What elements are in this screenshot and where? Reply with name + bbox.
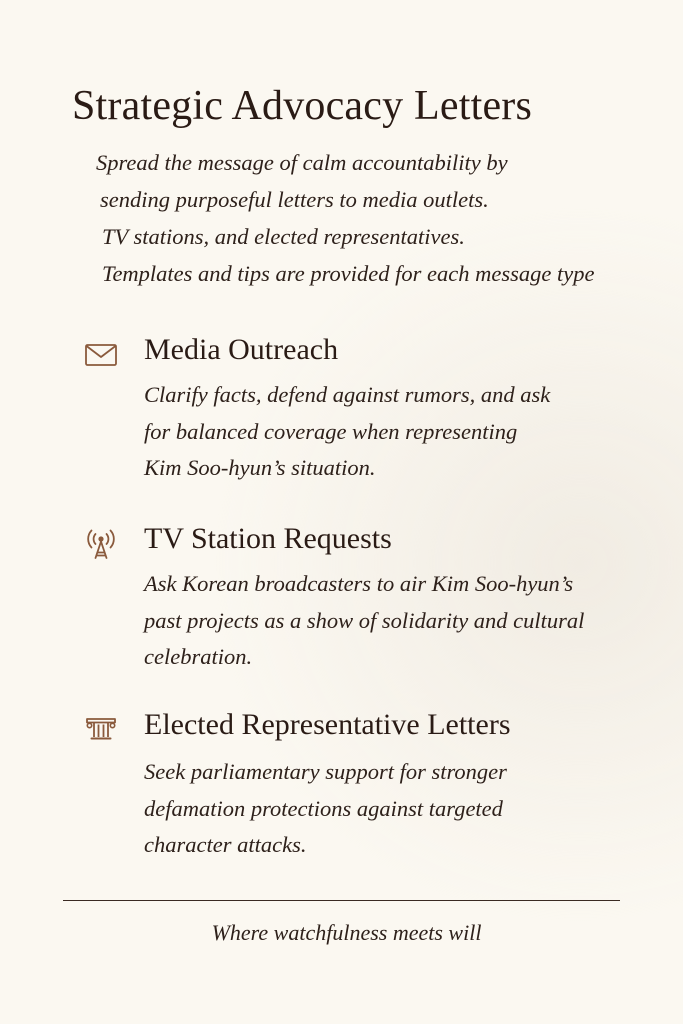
broadcast-tower-icon bbox=[84, 528, 118, 558]
intro-line: Templates and tips are provided for each message type bbox=[102, 261, 595, 286]
envelope-icon bbox=[84, 343, 118, 373]
section-heading: Elected Representative Letters bbox=[144, 708, 511, 741]
intro-paragraph bbox=[96, 144, 594, 292]
page-title: Strategic Advocacy Letters bbox=[72, 83, 533, 129]
intro-line: TV stations, and elected representatives. bbox=[102, 224, 465, 249]
description-line: celebration. bbox=[144, 644, 253, 669]
description-line: for balanced coverage when representing bbox=[144, 418, 518, 444]
section-heading: Media Outreach bbox=[144, 333, 339, 366]
description-line: character attacks. bbox=[144, 832, 307, 857]
section-description bbox=[144, 377, 550, 487]
description-line: Kim Soo-hyun’s situation. bbox=[144, 455, 376, 480]
description-line: Clarify facts, defend against rumors, and ask bbox=[144, 382, 551, 407]
description-line: Seek parliamentary support for stronger bbox=[144, 759, 507, 784]
section-description bbox=[144, 754, 507, 864]
intro-line: Spread the message of calm accountability by bbox=[96, 150, 508, 175]
section-heading: TV Station Requests bbox=[144, 522, 392, 555]
section-description bbox=[144, 566, 584, 676]
footer-divider bbox=[63, 900, 620, 901]
column-icon bbox=[84, 716, 118, 746]
description-line: past projects as a show of solidarity and cultural bbox=[144, 607, 585, 633]
footer-tagline: Where watchfulness meets will bbox=[211, 920, 482, 945]
description-line: Ask Korean broadcasters to air Kim Soo-hyun’s bbox=[144, 571, 574, 596]
intro-line: sending purposeful letters to media outlets. bbox=[100, 187, 489, 212]
description-line: defamation protections against targeted bbox=[144, 795, 503, 821]
